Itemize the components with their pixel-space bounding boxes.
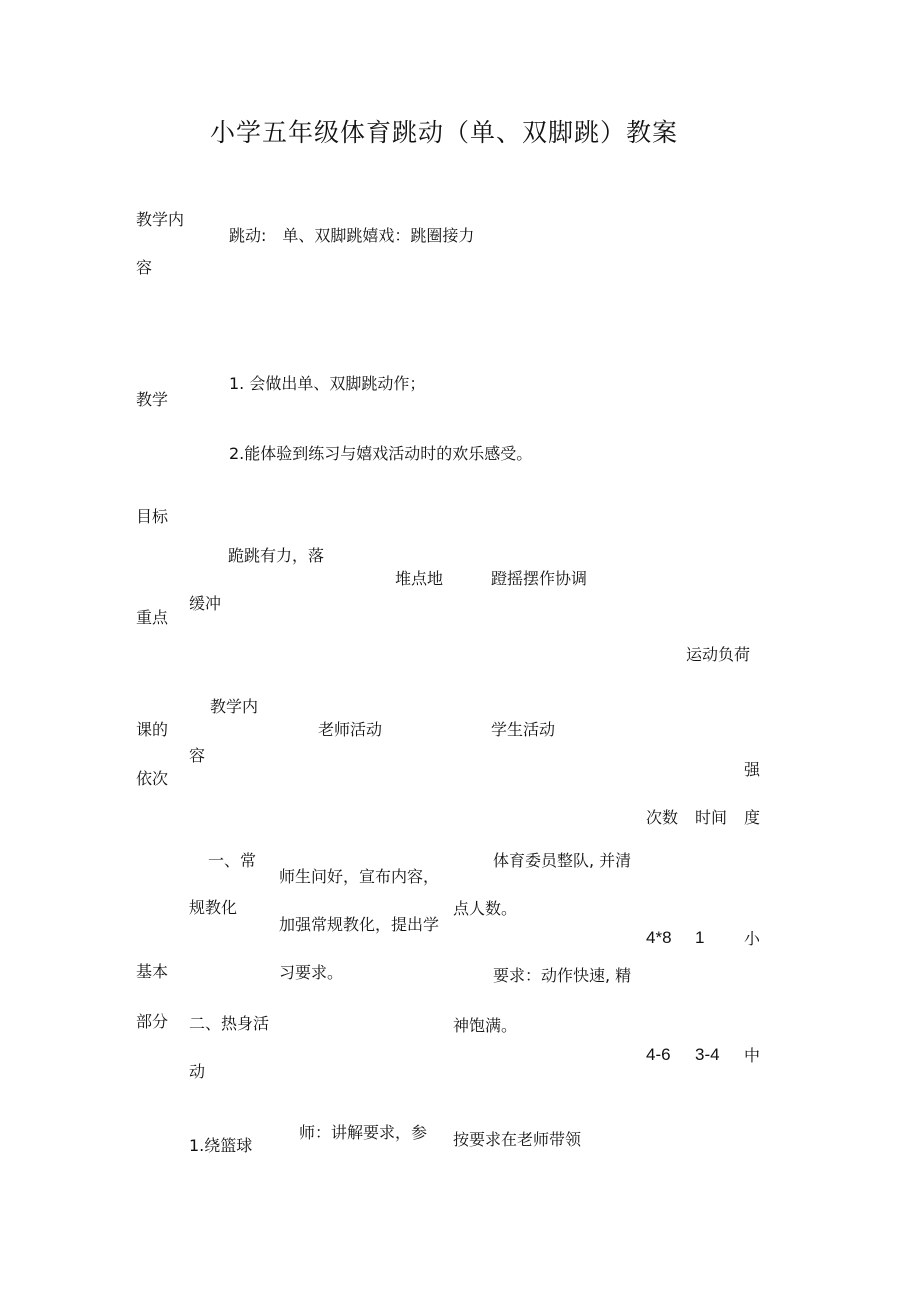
header-count: 次数 <box>646 808 679 827</box>
content-text: 跳动: 单、双脚跳嬉戏：跳圈接力 <box>229 226 475 245</box>
teacher-activity-line2: 加强常规教化，提出学 <box>279 915 440 934</box>
header-order-line2: 依次 <box>136 769 169 788</box>
teacher-activity-line1: 师生问好，宣布内容， <box>279 867 440 886</box>
row1-time: 1 <box>695 928 705 947</box>
header-content-line2: 容 <box>189 746 206 765</box>
student-activity-line1: 体育委员整队, 并清 <box>493 851 632 870</box>
key-point-part1-line1: 跪跳有力，落 <box>228 546 325 565</box>
objective-item-1: 1. 会做出单、双脚跳动作； <box>229 374 426 393</box>
student-activity-line2: 点人数。 <box>453 899 518 918</box>
header-time: 时间 <box>695 808 728 827</box>
page-title: 小学五年级体育跳动（单、双脚跳）教案 <box>210 118 679 147</box>
sub-item-1: 1.绕篮球 <box>189 1136 253 1155</box>
item1-line1: 一、常 <box>208 851 257 870</box>
item1-line2: 规教化 <box>189 898 238 917</box>
objectives-label-line1: 教学 <box>136 390 169 409</box>
item2-line2: 动 <box>189 1062 206 1081</box>
objective-item-2: 2.能体验到练习与嬉戏活动时的欢乐感受。 <box>229 444 533 463</box>
objectives-label-line2: 目标 <box>136 507 169 526</box>
row2-intensity: 中 <box>744 1046 761 1065</box>
sub-item-1-student: 按要求在老师带领 <box>453 1130 582 1149</box>
key-point-part3: 蹬摇摆作协调 <box>491 569 588 588</box>
row2-time: 3-4 <box>695 1045 720 1064</box>
sub-item-1-teacher: 师：讲解要求，参 <box>299 1123 428 1142</box>
item2-line1: 二、热身活 <box>189 1014 270 1033</box>
header-load: 运动负荷 <box>686 645 751 664</box>
row1-count: 4*8 <box>646 928 672 947</box>
basic-part-label-line2: 部分 <box>136 1012 169 1031</box>
header-intensity-line1: 强 <box>744 760 761 779</box>
teacher-activity-line3: 习要求。 <box>279 963 344 982</box>
student-activity-line3: 要求：动作快速, 精 <box>493 966 632 985</box>
basic-part-label-line1: 基本 <box>136 962 169 981</box>
header-intensity-line2: 度 <box>744 808 761 827</box>
key-point-part1-line2: 缓冲 <box>189 594 222 613</box>
header-order-line1: 课的 <box>136 720 169 739</box>
header-student: 学生活动 <box>491 720 556 739</box>
header-teacher: 老师活动 <box>318 720 383 739</box>
key-points-label: 重点 <box>136 608 169 627</box>
row2-count: 4-6 <box>646 1045 671 1064</box>
header-content-line1: 教学内 <box>210 697 259 716</box>
row1-intensity: 小 <box>744 929 761 948</box>
content-label-line1: 教学内 <box>136 210 185 229</box>
content-label-line2: 容 <box>136 258 153 277</box>
key-point-part2: 堆点地 <box>395 569 444 588</box>
student-activity-line4: 神饱满。 <box>453 1016 518 1035</box>
